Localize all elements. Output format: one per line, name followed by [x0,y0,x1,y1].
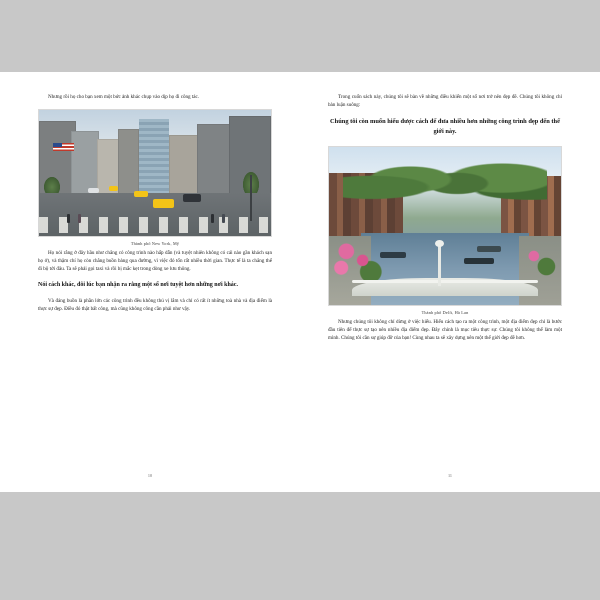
photo-flowers-right [517,242,559,277]
photo-trees [343,157,547,223]
photo-street-lamp [438,245,441,286]
left-paragraph-1: Nhưng rồi họ cho bạn xem một bức ảnh khác chụp vào dịp họ đi công tác. [48,94,200,100]
page-right [300,72,600,492]
photo-pedestrian [67,214,70,223]
photo-building [197,124,232,195]
photo-taxi [134,191,148,197]
photo-pedestrian [222,214,225,223]
photo-boat [380,252,406,258]
photo-pedestrian [211,214,214,223]
left-paragraph-3: Và đáng buồn là phần lớn các công trình đều không thú vị lắm và chỉ có rất ít những toà nhà và địa điểm là thực sự đẹp. Điều đó thật bất công, mà cũng không công cần phải như vậy. [38,298,272,313]
left-figure-caption: Thành phố New York, Mỹ [130,240,180,246]
book-spread [0,72,600,492]
photo-building [169,135,199,194]
photo-taxi [153,199,174,208]
photo-pedestrian [78,214,81,223]
page-left [0,72,300,492]
left-paragraph-2: Họ nói rằng ở đây hầu như chẳng có công trình nào hấp dẫn (và tuyệt nhiên không có cái nào gần khách sạn họ ở), và thậm chí họ còn chẳng buồn bàng qua đường, vì việc đó tốn rất nhiều thời gian. Thực tế là ta chẳng thể đi bộ tới đâu. Ta sẽ phải gọi taxi và rồi bị mắc kẹt trong dòng xe lưu thông. [38,249,272,272]
right-paragraph-2: Nhưng chúng tôi không chỉ dừng ở việc hiểu. Hiểu cách tạo ra một công trình, một địa điểm đẹp chỉ là bước đầu tiên để thực sự tạo nên nhiều địa điểm đẹp. Đây chính là mục tiêu thực sự. Chúng tôi không thể làm một mình. Chúng tôi cần sự giúp đỡ của bạn! Cùng nhau ta sẽ xây dựng nên một thế giới đẹp đẽ hơn. [328,319,562,342]
photo-us-flag [53,143,74,152]
photo-boat [464,258,494,264]
right-figure [328,146,562,315]
right-paragraph-1: Trong cuốn sách này, chúng tôi sẽ bàn về những điều khiến một số nơi trở nên đẹp đẽ. Chúng tôi không chỉ bàn luận suông: [328,94,562,108]
page-number-right: 11 [447,473,453,478]
photo-taxi [109,186,118,190]
right-lead-text: Chúng tôi còn muốn hiểu được cách để đưa nhiều hơn những công trình đẹp đến thế giới này. [330,117,560,136]
photo-crosswalk [39,217,271,233]
photo-flowers-left [331,239,382,280]
photo-car [183,194,202,202]
photo-glass-tower [139,119,169,195]
page-number-left: 10 [147,473,153,478]
left-figure [38,109,272,246]
photo-boat [477,246,500,252]
photo-bridge-railing [352,280,538,283]
new-york-street-photo [38,109,272,237]
right-figure-caption: Thành phố Delft, Hà Lan [421,310,469,316]
delft-canal-photo [328,146,562,306]
photo-building [118,129,139,195]
photo-traffic-light [250,175,252,220]
left-highlight-text: Nói cách khác, đôi lúc bạn nhận ra rằng một số nơi tuyệt hơn những nơi khác. [38,281,238,288]
photo-car [88,188,100,193]
photo-building [71,131,99,194]
